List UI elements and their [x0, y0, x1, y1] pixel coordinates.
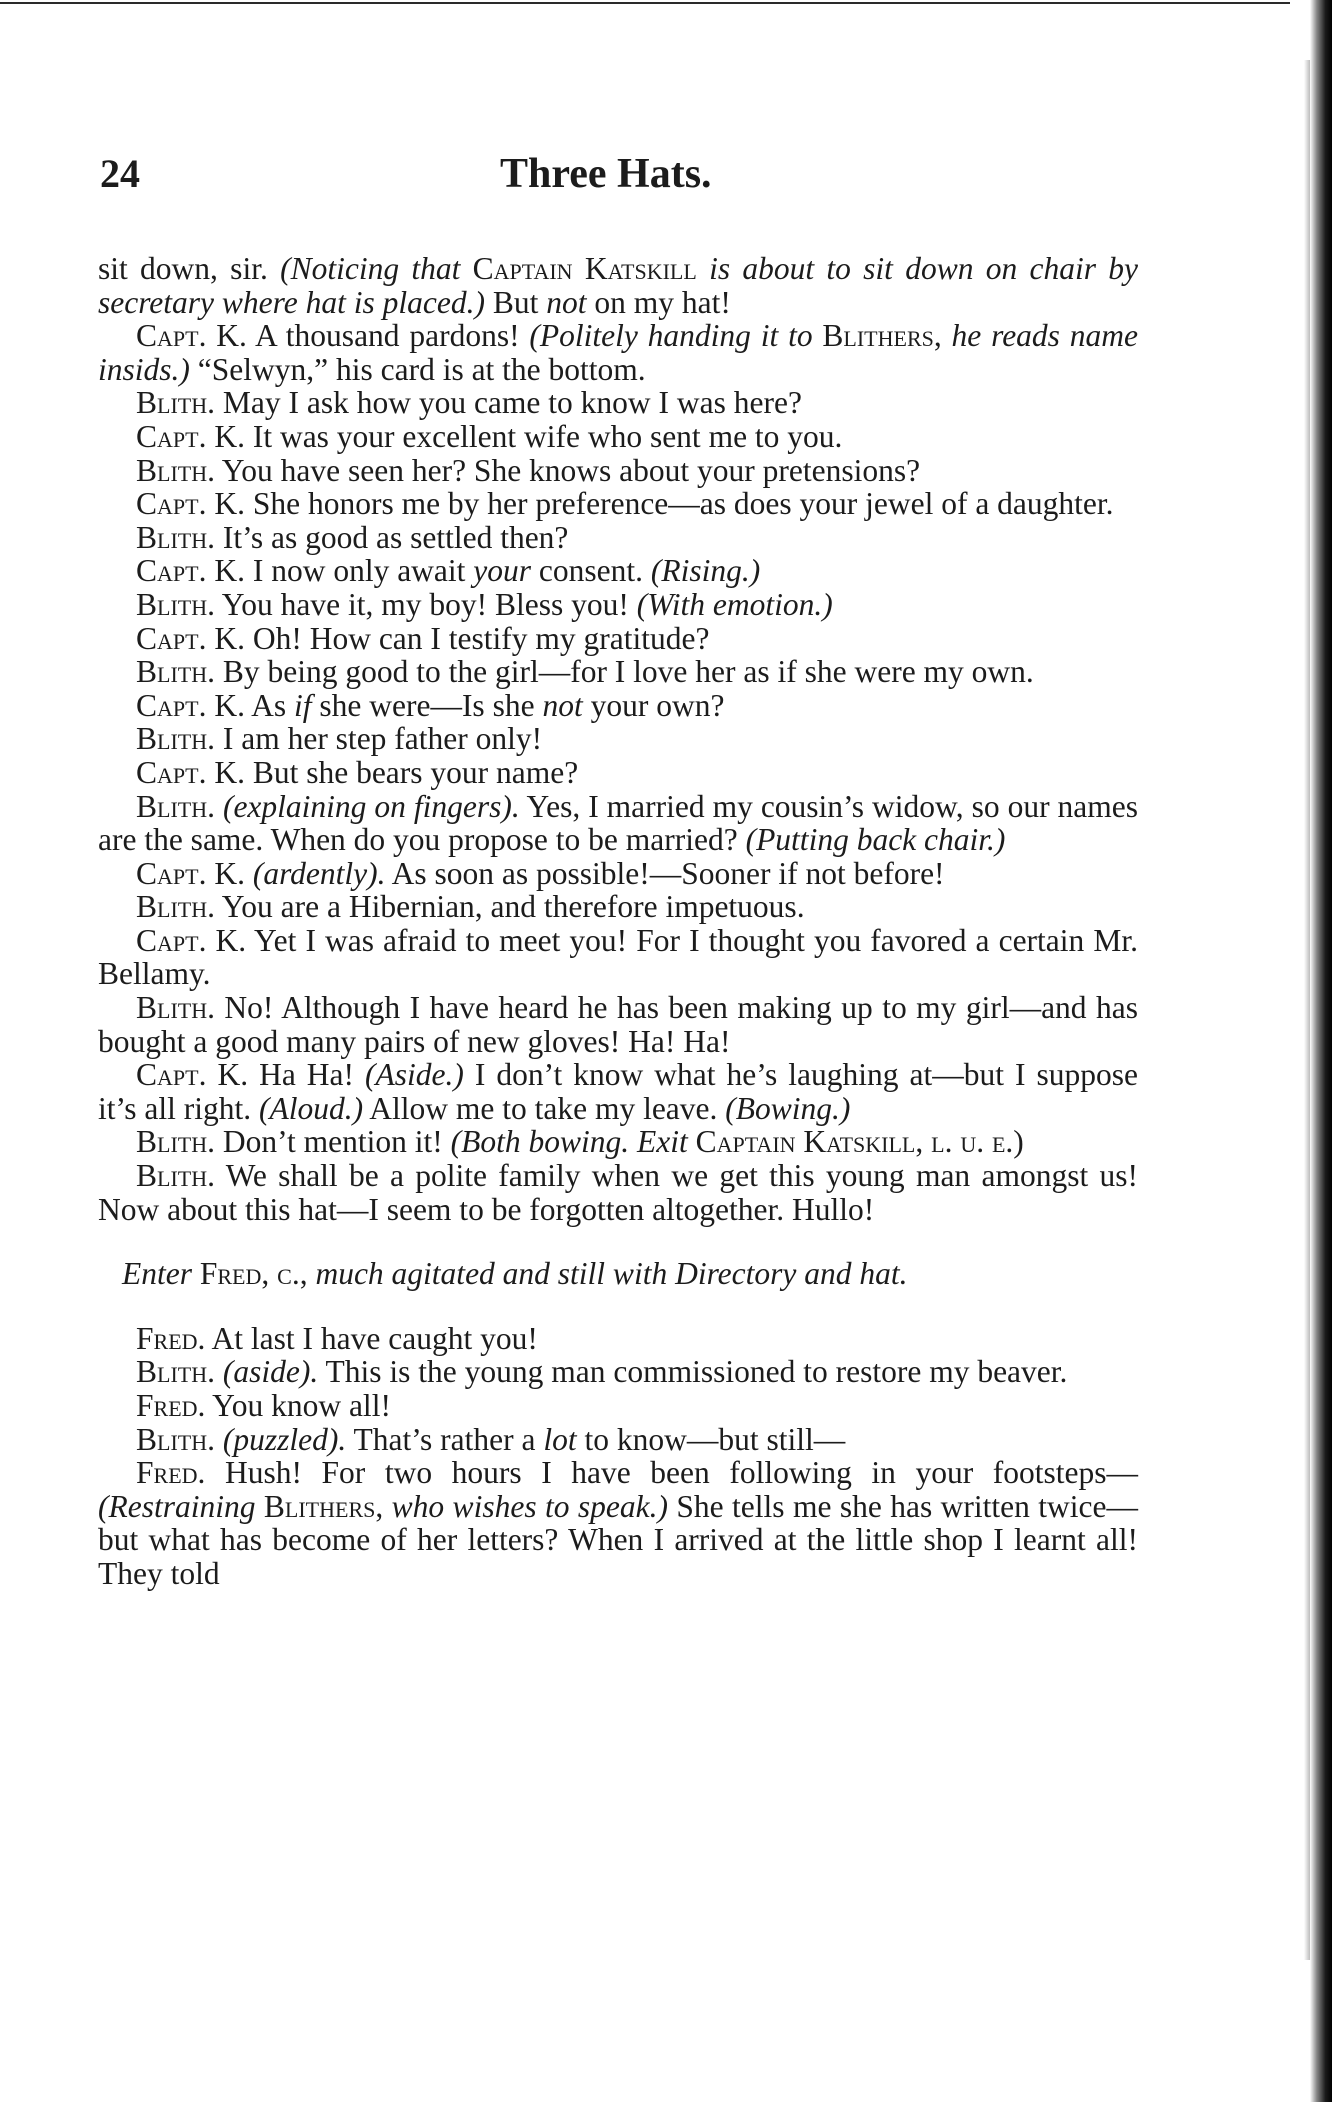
speaker-name: Blith.: [136, 788, 215, 824]
paragraph: Blith. By being good to the girl—for I love her as if she were my own.: [136, 654, 1034, 690]
speaker-name: Blith.: [136, 1124, 215, 1160]
paragraph: sit down, sir. (Noticing that Captain Katskill is about to sit down on chair by secretary where hat is placed.) But not on my hat!: [98, 251, 1138, 320]
paragraph: Capt. K. Ha Ha! (Aside.) I don’t know what he’s laughing at—but I suppose it’s all right. (Aloud.) Allow me to take my leave. (Bowing.): [98, 1057, 1139, 1126]
paragraph: Blith. Don’t mention it! (Both bowing. Exit Captain Katskill, l. u. e.): [136, 1124, 1024, 1160]
speaker-name: Blith.: [136, 1421, 215, 1457]
paragraph: Capt. K. As if she were—Is she not your own?: [136, 687, 725, 723]
paragraph: Capt. K. She honors me by her preference—as does your jewel of a daughter.: [136, 486, 1114, 522]
speaker-name: Capt. K.: [136, 922, 247, 958]
paragraph: Blith. (aside). This is the young man commissioned to restore my beaver.: [136, 1354, 1068, 1390]
paragraph: Capt. K. Oh! How can I testify my gratitude?: [136, 620, 710, 656]
page-header: [100, 150, 1140, 210]
paragraph: Blith. It’s as good as settled then?: [136, 519, 569, 555]
page-number: 24: [100, 151, 140, 196]
paragraph: Blith. You have it, my boy! Bless you! (With emotion.): [136, 586, 833, 622]
speaker-name: Capt. K.: [136, 620, 245, 656]
speaker-name: Capt. K.: [136, 754, 245, 790]
speaker-name: Capt. K.: [136, 1057, 249, 1093]
paragraph: Capt. K. Yet I was afraid to meet you! For I thought you favored a certain Mr. Bellamy.: [98, 922, 1138, 992]
paragraph: Capt. K. I now only await your consent. (Rising.): [136, 553, 761, 589]
paragraph: Blith. (puzzled). That’s rather a lot to know—but still—: [136, 1421, 846, 1457]
stage-direction: Enter Fred, c., much agitated and still with Directory and hat.: [122, 1256, 908, 1292]
speaker-name: Capt. K.: [136, 318, 247, 354]
page-edge: [1310, 0, 1332, 2102]
paragraph: Fred. At last I have caught you!: [136, 1320, 538, 1356]
top-rule: [0, 2, 1290, 4]
speaker-name: Blith.: [136, 654, 215, 690]
running-title: Three Hats.: [500, 151, 712, 197]
paragraph: Capt. K. (ardently). As soon as possible!—Sooner if not before!: [136, 855, 945, 891]
speaker-name: Blith.: [136, 519, 215, 555]
speaker-name: Blith.: [136, 586, 215, 622]
paragraph: Blith. You have seen her? She knows about your pretensions?: [136, 452, 921, 488]
paragraph: Fred. Hush! For two hours I have been following in your footsteps—(Restraining Blithers, who wishes to speak.) She tells me she has written twice—but what has become of her letters? When I arrived at the little shop I learnt all! They told: [98, 1455, 1138, 1591]
paragraph: Blith. (explaining on fingers). Yes, I married my cousin’s widow, so our names are the same. When do you propose to be married? (Putting back chair.): [98, 788, 1139, 858]
paragraph: Capt. K. It was your excellent wife who sent me to you.: [136, 418, 843, 454]
speaker-name: Blith.: [136, 1158, 215, 1194]
speaker-name: Capt. K.: [136, 486, 245, 522]
paragraph: Blith. May I ask how you came to know I was here?: [136, 385, 802, 421]
paragraph: Blith. You are a Hibernian, and therefore impetuous.: [136, 889, 805, 925]
speaker-name: Fred.: [136, 1320, 206, 1356]
speaker-name: Capt. K.: [136, 687, 245, 723]
paragraph: Blith. I am her step father only!: [136, 721, 543, 757]
body-text: [98, 252, 1138, 1591]
paragraph: Capt. K. A thousand pardons! (Politely handing it to Blithers, he reads name insids.) “Selwyn,” his card is at the bottom.: [98, 318, 1138, 387]
speaker-name: Capt. K.: [136, 855, 245, 891]
speaker-name: Blith.: [136, 889, 215, 925]
speaker-name: Blith.: [136, 452, 215, 488]
speaker-name: Fred.: [136, 1388, 206, 1423]
speaker-name: Capt. K.: [136, 553, 245, 589]
paragraph: Blith. We shall be a polite family when we get this young man amongst us! Now about this hat—I seem to be forgotten altogether. Hullo!: [98, 1158, 1138, 1227]
speaker-name: Blith.: [136, 385, 215, 421]
speaker-name: Blith.: [136, 721, 215, 757]
speaker-name: Fred.: [136, 1455, 206, 1491]
speaker-name: Blith.: [136, 1354, 215, 1390]
paragraph: Capt. K. But she bears your name?: [136, 754, 579, 790]
speaker-name: Capt. K.: [136, 418, 245, 454]
speaker-name: Blith.: [136, 990, 215, 1026]
paragraph: Blith. No! Although I have heard he has been making up to my girl—and has bought a good many pairs of new gloves! Ha! Ha!: [98, 990, 1138, 1059]
paragraph: Fred. You know all!: [136, 1388, 391, 1423]
